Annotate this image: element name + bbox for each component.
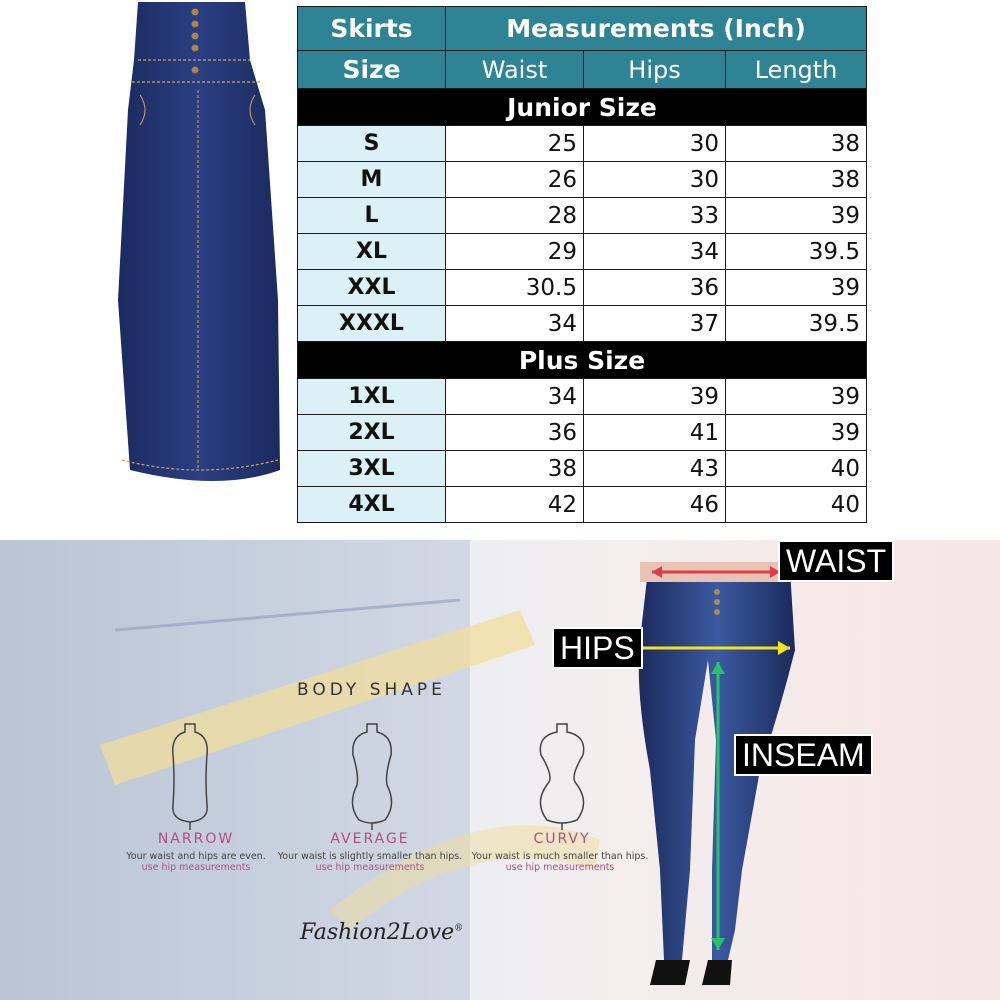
hips-cell: 46 (584, 487, 726, 523)
table-row (298, 234, 867, 270)
shape-desc-curvy-text: Your waist is much smaller than hips. (471, 851, 649, 862)
registered-mark: ® (454, 923, 464, 934)
shape-desc-average (270, 851, 470, 873)
waist-cell: 38 (446, 451, 584, 487)
measurements-title: Measurements (Inch) (446, 7, 867, 51)
length-cell: 38 (726, 162, 867, 198)
size-cell: S (298, 126, 446, 162)
column-hips: Hips (584, 51, 726, 89)
shape-note-average: use hip measurements (315, 862, 425, 873)
inseam-tag: INSEAM (734, 734, 873, 776)
shape-label-curvy: CURVY (533, 831, 591, 847)
shape-label-average: AVERAGE (330, 831, 410, 847)
table-row (298, 487, 867, 523)
size-chart (297, 6, 866, 523)
shape-desc-average-text: Your waist is slightly smaller than hips. (277, 851, 463, 862)
size-cell: 2XL (298, 415, 446, 451)
hips-cell: 41 (584, 415, 726, 451)
size-cell: L (298, 198, 446, 234)
hips-cell: 30 (584, 126, 726, 162)
narrow-form-icon (165, 720, 215, 830)
length-cell: 39 (726, 270, 867, 306)
waist-cell: 28 (446, 198, 584, 234)
waist-cell: 34 (446, 306, 584, 342)
length-cell: 39.5 (726, 306, 867, 342)
waist-cell: 30.5 (446, 270, 584, 306)
shape-note-narrow: use hip measurements (141, 862, 251, 873)
waist-tag: WAIST (778, 540, 894, 582)
table-row (298, 162, 867, 198)
length-cell: 40 (726, 487, 867, 523)
length-cell: 39.5 (726, 234, 867, 270)
average-form-icon (345, 720, 400, 830)
hips-cell: 39 (584, 379, 726, 415)
waist-cell: 26 (446, 162, 584, 198)
table-row (298, 126, 867, 162)
table-row (298, 415, 867, 451)
hips-cell: 36 (584, 270, 726, 306)
hips-cell: 43 (584, 451, 726, 487)
table-row (298, 270, 867, 306)
length-cell: 40 (726, 451, 867, 487)
body-shape-title: BODY SHAPE (297, 680, 446, 700)
denim-skirt-image (100, 0, 290, 495)
size-cell: XXXL (298, 306, 446, 342)
table-row (298, 379, 867, 415)
table-row (298, 451, 867, 487)
shape-desc-narrow-text: Your waist and hips are even. (126, 851, 266, 862)
section-title-plus: Plus Size (298, 342, 867, 379)
hips-tag: HIPS (552, 627, 643, 669)
section-title-junior: Junior Size (298, 89, 867, 126)
hips-cell: 34 (584, 234, 726, 270)
shape-label-narrow: NARROW (157, 831, 235, 847)
brand-logo-text: Fashion2Love (300, 920, 455, 945)
length-cell: 39 (726, 379, 867, 415)
table-row (298, 198, 867, 234)
waist-cell: 29 (446, 234, 584, 270)
size-header-line2: Size (298, 51, 446, 89)
table-row (298, 306, 867, 342)
shape-desc-curvy (460, 851, 660, 873)
column-length: Length (726, 51, 867, 89)
waist-cell: 34 (446, 379, 584, 415)
waist-cell: 42 (446, 487, 584, 523)
size-header-line1: Skirts (298, 7, 446, 51)
curvy-form-icon (535, 720, 590, 830)
size-cell: 1XL (298, 379, 446, 415)
length-cell: 39 (726, 415, 867, 451)
size-cell: XXL (298, 270, 446, 306)
hips-cell: 37 (584, 306, 726, 342)
size-cell: 3XL (298, 451, 446, 487)
waist-cell: 25 (446, 126, 584, 162)
waist-cell: 36 (446, 415, 584, 451)
shape-desc-narrow (96, 851, 296, 873)
hips-cell: 30 (584, 162, 726, 198)
size-cell: XL (298, 234, 446, 270)
size-cell: M (298, 162, 446, 198)
length-cell: 39 (726, 198, 867, 234)
brand-logo (300, 920, 463, 945)
hips-cell: 33 (584, 198, 726, 234)
size-cell: 4XL (298, 487, 446, 523)
shape-note-curvy: use hip measurements (505, 862, 615, 873)
column-waist: Waist (446, 51, 584, 89)
length-cell: 38 (726, 126, 867, 162)
